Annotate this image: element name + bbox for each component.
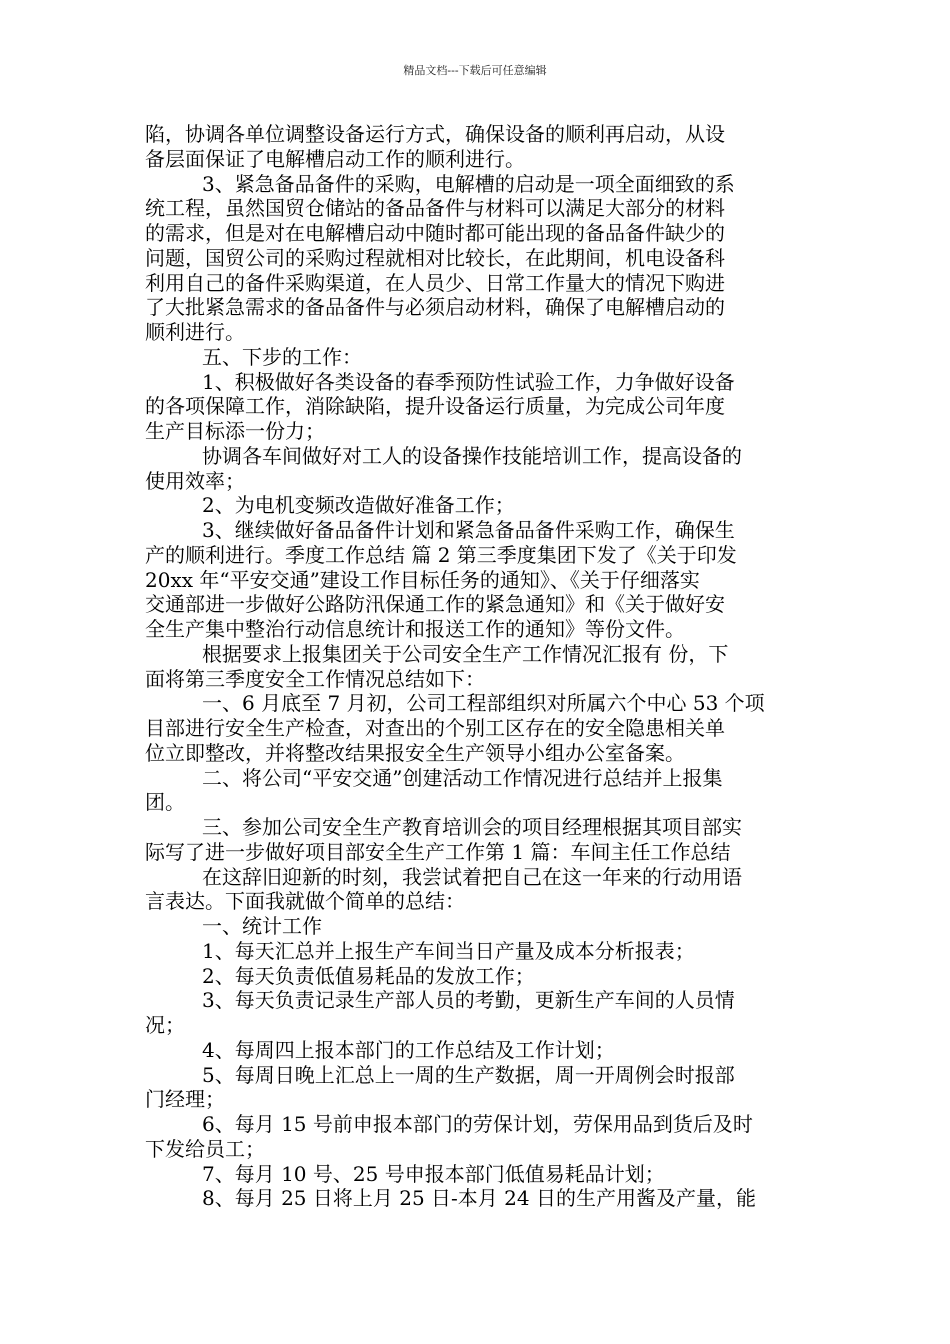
text-line: 团。: [145, 790, 185, 815]
text-line: 三、参加公司安全生产教育培训会的项目经理根据其项目部实: [202, 815, 742, 839]
text-line: 下发给员工；: [145, 1136, 265, 1161]
list-item: 8、每月 25 日将上月 25 日-本月 24 日的生产用酱及产量，能: [202, 1186, 756, 1211]
text-line: 一、6 月底至 7 月初，公司工程部组织对所属六个中心 53 个项: [202, 691, 765, 716]
text-line: 2、为电机变频改造做好准备工作；: [202, 493, 515, 518]
text-line: 问题，国贸公司的采购过程就相对比较长，在此期间，机电设备科: [145, 245, 725, 270]
text-line: 3、紧急备品备件的采购，电解槽的启动是一项全面细致的系: [202, 171, 735, 196]
text-line: 面将第三季度安全工作情况总结如下：: [145, 666, 485, 691]
list-item: 5、每周日晚上汇总上一周的生产数据，周一开周例会时报部: [202, 1062, 735, 1087]
text-line: 利用自己的备件采购渠道，在人员少、日常工作量大的情况下购进: [145, 270, 725, 295]
document-body: [145, 122, 805, 1211]
list-item: 3、每天负责记录生产部人员的考勤，更新生产车间的人员情: [202, 988, 735, 1013]
text-line: 际写了进一步做好项目部安全生产工作第 1 篇：车间主任工作总结: [145, 839, 731, 864]
page-header: 精品文档---下载后可任意编辑: [403, 64, 547, 77]
text-line: 协调各车间做好对工人的设备操作技能培训工作，提高设备的: [202, 443, 742, 468]
text-line: 根据要求上报集团关于公司安全生产工作情况汇报有 份，下: [202, 641, 729, 666]
text-line: 顺利进行。: [145, 320, 245, 344]
text-line: 的各项保障工作，消除缺陷，提升设备运行质量，为完成公司年度: [145, 394, 725, 419]
text-line: 目部进行安全生产检查，对查出的个别工区存在的安全隐患相关单: [145, 716, 725, 740]
text-line: 产的顺利进行。季度工作总结 篇 2 第三季度集团下发了《关于印发: [145, 542, 737, 567]
text-line: 统工程，虽然国贸仓储站的备品备件与材料可以满足大部分的材料: [145, 196, 725, 221]
text-line: 3、继续做好备品备件计划和紧急备品备件采购工作，确保生: [202, 518, 735, 542]
text-line: 二、将公司“平安交通”创建活动工作情况进行总结并上报集: [202, 765, 723, 790]
list-item: 6、每月 15 号前申报本部门的劳保计划，劳保用品到货后及时: [202, 1112, 753, 1136]
list-item: 4、每周四上报本部门的工作总结及工作计划；: [202, 1037, 615, 1062]
text-line: 言表达。下面我就做个简单的总结：: [145, 889, 465, 914]
list-item: 1、每天汇总并上报生产车间当日产量及成本分析报表；: [202, 938, 695, 963]
text-line: 况；: [145, 1013, 185, 1037]
section-heading: 五、下步的工作：: [202, 344, 362, 369]
text-line: 陷，协调各单位调整设备运行方式，确保设备的顺利再启动，从设: [145, 122, 725, 146]
text-line: 的需求，但是对在电解槽启动中随时都可能出现的备品备件缺少的: [145, 221, 725, 245]
text-line: 全生产集中整治行动信息统计和报送工作的通知》等份文件。: [145, 617, 685, 641]
text-line: 20xx 年“平安交通”建设工作目标任务的通知》、《关于仔细落实: [145, 567, 700, 592]
text-line: 交通部进一步做好公路防汛保通工作的紧急通知》和《关于做好安: [145, 592, 725, 617]
text-line: 使用效率；: [145, 468, 245, 493]
text-line: 位立即整改，并将整改结果报安全生产领导小组办公室备案。: [145, 740, 685, 765]
text-line: 门经理；: [145, 1087, 225, 1112]
list-item: 2、每天负责低值易耗品的发放工作；: [202, 963, 535, 988]
list-item: 7、每月 10 号、25 号申报本部门低值易耗品计划；: [202, 1161, 665, 1186]
text-line: 备层面保证了电解槽启动工作的顺利进行。: [145, 146, 525, 171]
section-heading: 一、统计工作: [202, 914, 322, 938]
text-line: 1、积极做好各类设备的春季预防性试验工作，力争做好设备: [202, 369, 735, 394]
text-line: 在这辞旧迎新的时刻，我尝试着把自己在这一年来的行动用语: [202, 864, 742, 889]
text-line: 生产目标添一份力；: [145, 419, 325, 443]
text-line: 了大批紧急需求的备品备件与必须启动材料，确保了电解槽启动的: [145, 295, 725, 320]
